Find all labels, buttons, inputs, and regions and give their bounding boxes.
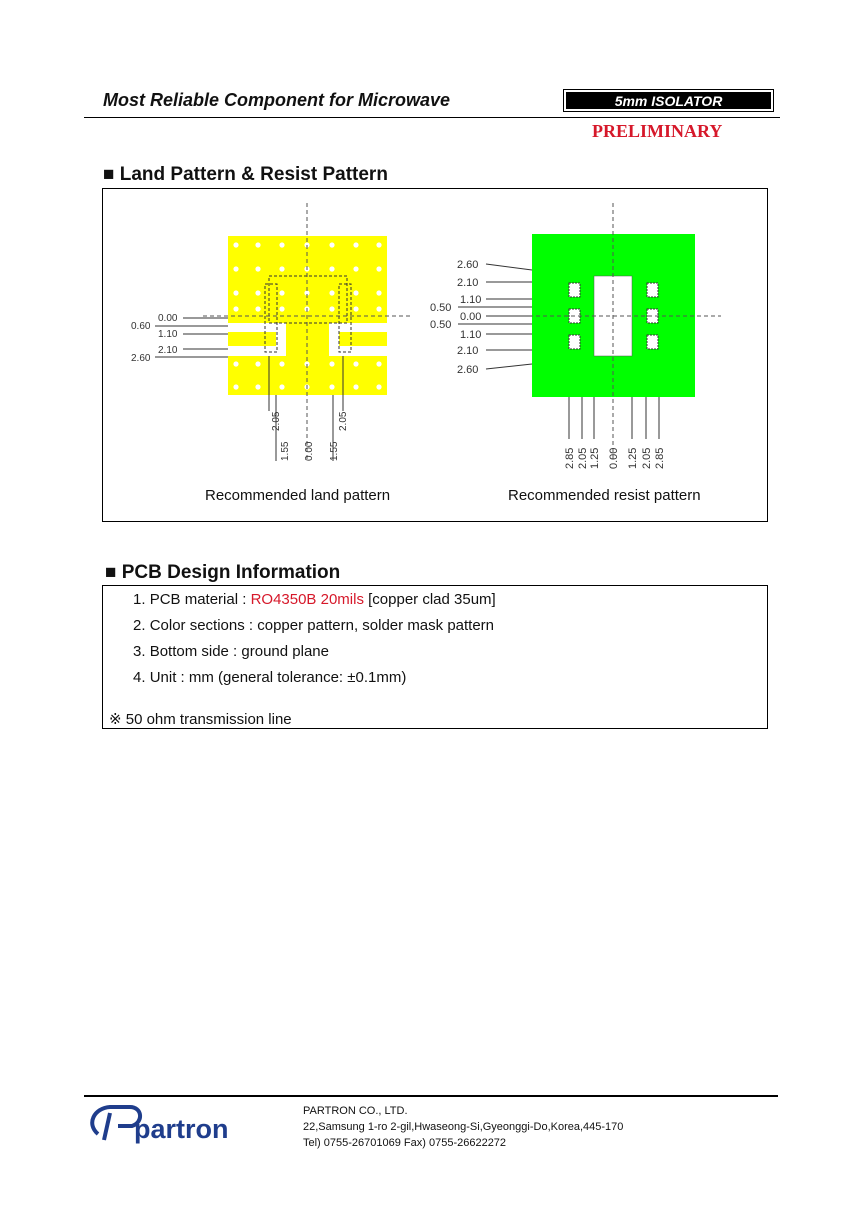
dim-label: 2.85 [654,447,666,469]
company-address: 22,Samsung 1-ro 2-gil,Hwaseong-Si,Gyeonggi-Do,Korea,445-170 [303,1121,624,1133]
dim-label: 2.10 [158,345,178,356]
dim-label: 1.10 [460,329,482,341]
via-hole [329,266,334,271]
dim-label: 1.25 [627,447,639,469]
land-gap [329,323,339,356]
via-hole [279,361,284,366]
via-hole [255,306,260,311]
via-hole [233,266,238,271]
via-hole [329,290,334,295]
via-hole [255,361,260,366]
via-hole [353,242,358,247]
via-hole [255,290,260,295]
product-badge [563,89,774,112]
dim-label: 0.00 [304,441,315,461]
dim-label: 1.10 [460,294,482,306]
via-hole [255,266,260,271]
land-pattern-caption: Recommended land pattern [205,487,391,504]
dim-label: 2.05 [641,447,653,469]
partron-logo [84,1100,284,1148]
via-hole [376,242,381,247]
via-hole [233,361,238,366]
via-hole [329,361,334,366]
via-hole [376,290,381,295]
via-hole [255,384,260,389]
via-hole [255,242,260,247]
dim-label: 0.00 [158,313,178,324]
resist-pad-opening [647,283,658,297]
header-rule [84,117,780,118]
via-hole [279,290,284,295]
via-hole [353,384,358,389]
via-hole [233,306,238,311]
company-address-block [303,1103,623,1151]
dim-label: 0.00 [608,447,620,469]
header-title: Most Reliable Component for Microwave [103,90,451,110]
via-hole [376,361,381,366]
via-hole [329,242,334,247]
list-item: 3. Bottom side : ground plane [133,643,329,660]
resist-pad-opening [647,335,658,349]
via-hole [279,384,284,389]
dim-label: 1.25 [589,447,601,469]
dim-label: 0.60 [131,321,151,332]
via-hole [353,266,358,271]
dim-label: 1.55 [329,441,340,461]
footer-rule [84,1095,778,1097]
transmission-line-note: ※ 50 ohm transmission line [109,711,292,728]
via-hole [353,290,358,295]
via-hole [233,290,238,295]
via-hole [279,306,284,311]
pcb-section-title: ■ PCB Design Information [105,562,341,583]
via-hole [233,384,238,389]
via-hole [233,242,238,247]
via-hole [329,306,334,311]
land-section-title: ■ Land Pattern & Resist Pattern [103,164,388,185]
via-hole [353,361,358,366]
dim-label: 1.55 [280,441,291,461]
company-name: PARTRON CO., LTD. [303,1105,408,1117]
pattern-drawings [103,189,767,521]
resist-pattern-drawing [430,203,721,469]
resist-pad-opening [569,283,580,297]
pcb-info-panel [102,585,768,729]
via-hole [376,306,381,311]
dim-label: 2.85 [564,447,576,469]
via-hole [279,266,284,271]
dim-label: 2.60 [457,259,479,271]
list-item: 2. Color sections : copper pattern, solder mask pattern [133,617,495,634]
svg-text:partron: partron [134,1114,229,1144]
company-contact: Tel) 0755-26701069 Fax) 0755-26622272 [303,1137,507,1149]
land-pattern-panel [102,188,768,522]
list-item: 4. Unit : mm (general tolerance: ±0.1mm) [133,669,407,686]
preliminary-label: PRELIMINARY [592,121,723,141]
dim-label: 0.00 [460,311,482,323]
via-hole [376,384,381,389]
via-hole [329,384,334,389]
dim-label: 2.60 [457,364,479,376]
via-hole [376,266,381,271]
dim-label: 0.50 [430,302,452,314]
dim-label: 2.10 [457,345,479,357]
dim-label: 1.10 [158,329,178,340]
land-pattern-drawing [131,203,411,461]
dim-label: 2.05 [577,447,589,469]
dim-label: 2.05 [271,411,282,431]
dim-label: 2.05 [338,411,349,431]
resist-pad-opening [569,335,580,349]
material-highlight: RO4350B 20mils [250,591,364,608]
via-hole [353,306,358,311]
via-hole [279,242,284,247]
dim-label: 0.50 [430,319,452,331]
dim-label: 2.10 [457,277,479,289]
resist-pattern-caption: Recommended resist pattern [508,487,701,504]
dim-label: 2.60 [131,353,151,364]
list-item: 1. PCB material : RO4350B 20mils [copper clad 35um] [133,591,496,608]
product-name: 5mm ISOLATOR [614,93,723,109]
pcb-info-list [133,592,496,696]
